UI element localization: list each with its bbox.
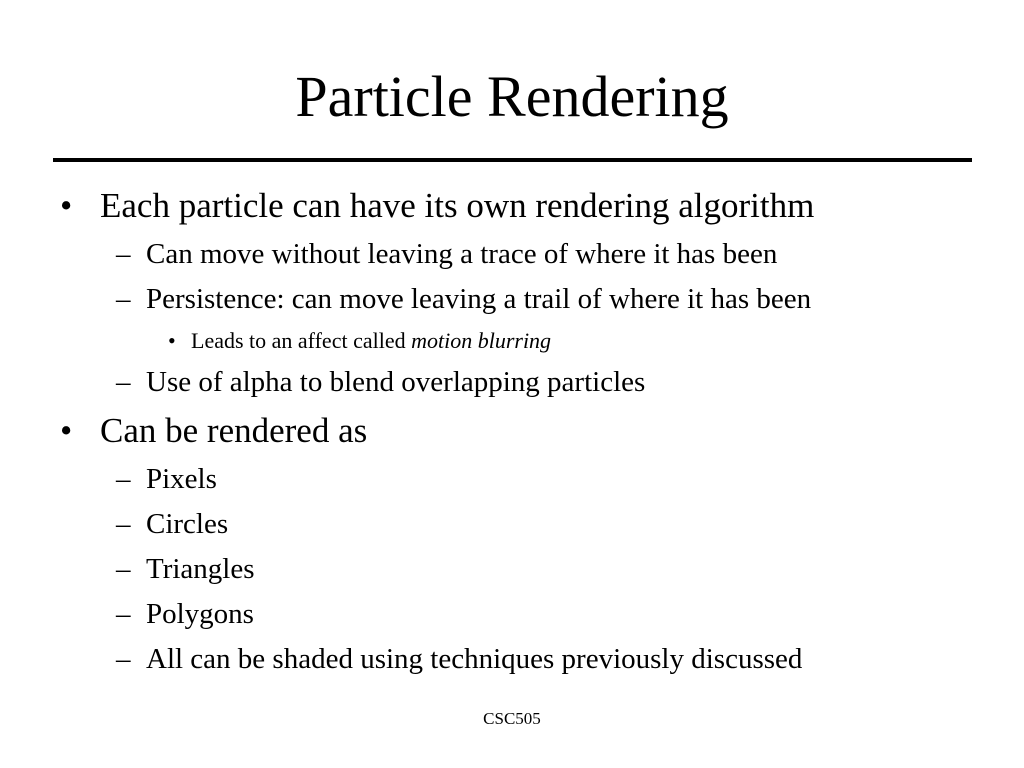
bullet-1-sub-2-sub-1-text	[191, 328, 551, 354]
bullet-2-sub-5-marker: –	[116, 643, 131, 675]
bullet-2-sub-1-text: Pixels	[146, 463, 217, 495]
bullet-2-sub-4-text: Polygons	[146, 598, 254, 630]
bullet-1-sub-2-marker: –	[116, 283, 131, 315]
bullet-2-sub-3-text: Triangles	[146, 553, 255, 585]
bullet-1-sub-2-sub-1-plain: Leads to an affect called	[191, 328, 412, 353]
bullet-1-sub-2-text: Persistence: can move leaving a trail of where it has been	[146, 283, 812, 315]
slide-title: Particle Rendering	[295, 64, 729, 129]
bullet-2-sub-2-text: Circles	[146, 508, 229, 540]
bullet-1-sub-2-sub-1-marker: •	[168, 328, 176, 353]
bullet-2-sub-3-marker: –	[116, 553, 131, 585]
bullet-2-sub-5-text: All can be shaded using techniques previously discussed	[146, 643, 803, 675]
bullet-2-sub-2-marker: –	[116, 508, 131, 540]
bullet-1-sub-1-marker: –	[116, 238, 131, 270]
bullet-1-sub-3-text: Use of alpha to blend overlapping particles	[146, 366, 646, 398]
bullet-1-text: Each particle can have its own rendering algorithm	[100, 186, 815, 225]
motion-blurring-emphasis: motion blurring	[411, 328, 552, 353]
bullet-2-sub-1-marker: –	[116, 463, 131, 495]
bullet-2-text: Can be rendered as	[100, 411, 368, 450]
bullet-2-sub-4-marker: –	[116, 598, 131, 630]
bullet-1-sub-3-marker: –	[116, 366, 131, 398]
bullet-1-marker: •	[60, 186, 73, 225]
slide-footer: CSC505	[483, 709, 541, 728]
bullet-2-marker: •	[60, 411, 73, 450]
bullet-1-sub-1-text: Can move without leaving a trace of where it has been	[146, 238, 778, 270]
